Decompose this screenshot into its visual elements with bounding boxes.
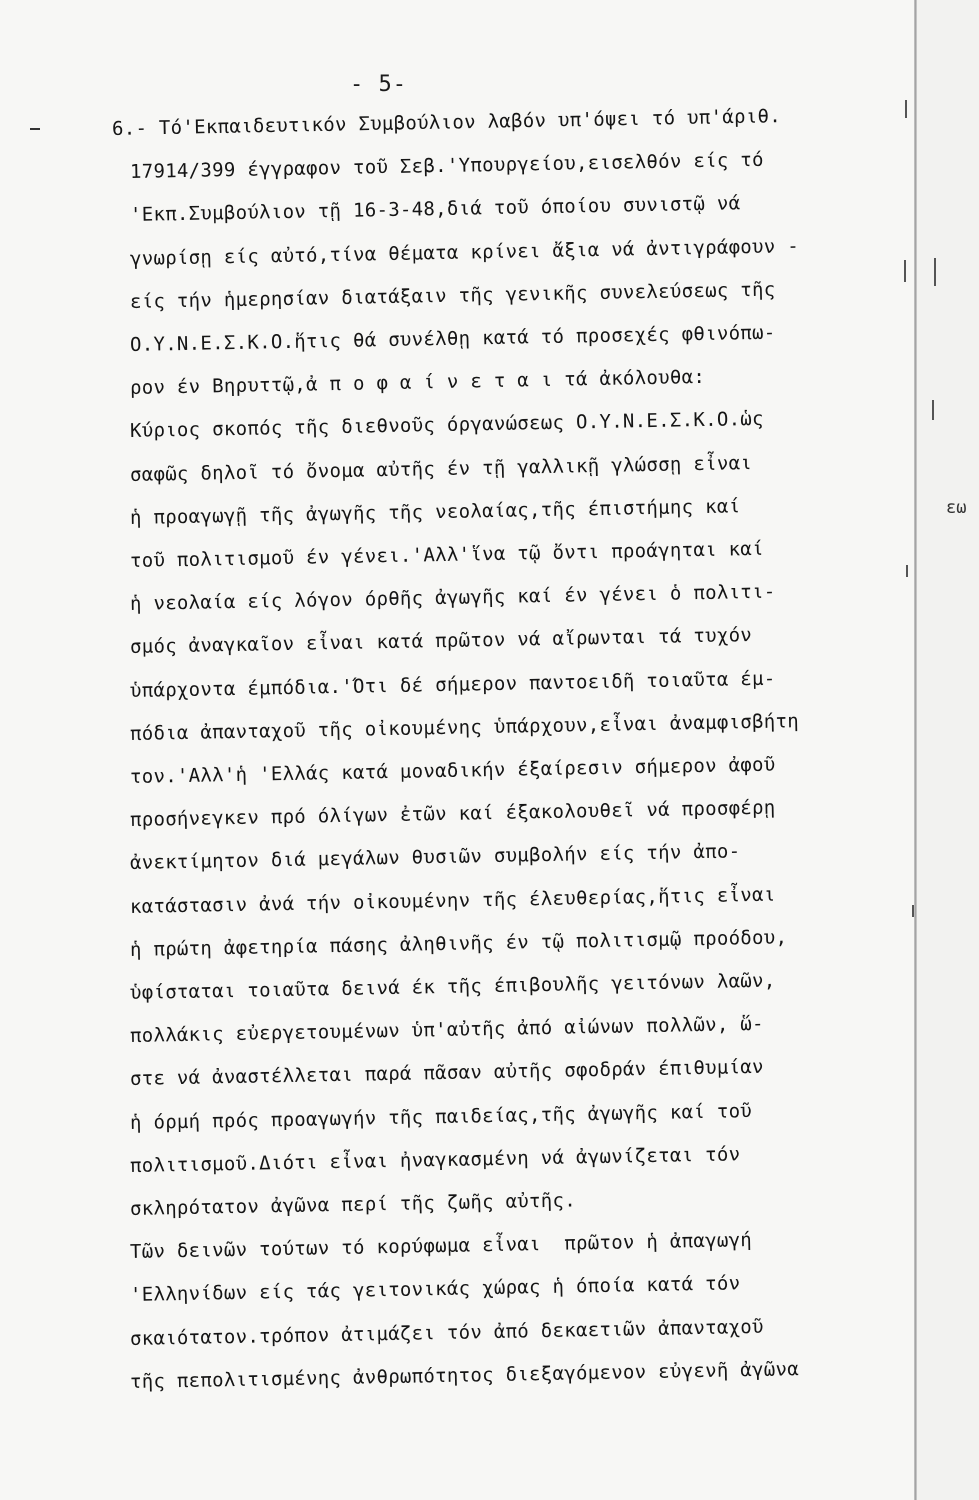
margin-dash xyxy=(30,128,40,130)
text-line: σμός ἀναγκαῖον εἶναι κατά πρῶτον νά αἴρωνται τά τυχόν xyxy=(129,624,753,659)
text-line: τον.'Αλλ'ἡ 'Ελλάς κατά μοναδικήν έξαίρεσιν σήμερον ἀφοῦ xyxy=(129,753,776,788)
text-line: τοῦ πολιτισμοῦ έν γένει.'Αλλ'ἵνα τῷ ὄντι προάγηται καί xyxy=(129,537,765,572)
scan-mark xyxy=(905,100,907,118)
text-line: πολλάκις εὐεργετουμένων ὑπ'αὐτῆς ἀπό αἰώνων πολλῶν, ὥ- xyxy=(129,1013,765,1048)
text-line: 'Ελληνίδων είς τάς γειτονικάς χώρας ἡ όποία κατά τόν xyxy=(129,1272,741,1307)
text-line: σκαιότατον.τρόπον ἀτιμάζει τόν ἀπό δεκαετιῶν ἀπανταχοῦ xyxy=(129,1315,765,1350)
margin-note: εω xyxy=(946,498,967,518)
scan-mark xyxy=(904,260,906,282)
text-line: 'Εκπ.Συμβούλιον τῇ 16-3-48,διά τοῦ όποίου συνιστῷ νά xyxy=(129,192,741,227)
text-line: ὑφίσταται τοιαῦτα δεινά έκ τῆς έπιβουλῆς γειτόνων λαῶν, xyxy=(129,969,776,1004)
text-line: πολιτισμοῦ.Διότι εἶναι ἠναγκασμένη νά ἀγωνίζεται τόν xyxy=(129,1143,741,1177)
scan-mark xyxy=(906,565,908,577)
scan-edge-line xyxy=(914,0,917,1500)
scan-mark xyxy=(932,400,934,420)
text-line: ρον έν Βηρυττῷ,ἀ π ο φ α ί ν ε τ α ι τά ἀκόλουθα: xyxy=(129,366,706,400)
text-line: προσήνεγκεν πρό όλίγων ἐτῶν καί έξακολουθεῖ νά προσφέρῃ xyxy=(129,796,776,832)
text-line: είς τήν ἡμερησίαν διατάξαιν τῆς γενικῆς συνελεύσεως τῆς xyxy=(129,278,776,313)
text-line: ἀνεκτίμητον διά μεγάλων θυσιῶν συμβολήν είς τήν ἀπο- xyxy=(129,840,741,875)
text-line: σαφῶς δηλοῖ τό ὄνομα αὐτῆς έν τῇ γαλλικῇ γλώσσῃ εἶναι xyxy=(129,451,753,486)
text-line: 6.- Τό'Εκπαιδευτικόν Συμβούλιον λαβόν υπ'όψει τό υπ'άριθ. xyxy=(111,105,782,140)
text-line: 17914/399 έγγραφον τοῦ Σεβ.'Υπουργείου,εισελθόν είς τό xyxy=(129,149,765,184)
text-line: γνωρίσῃ είς αὐτό,τίνα θέματα κρίνει ἄξια νά ἀντιγράφουν - xyxy=(129,234,800,270)
scan-mark xyxy=(934,258,936,286)
text-line: ἡ όρμή πρός προαγωγήν τῆς παιδείας,τῆς ἀγωγῆς καί τοῦ xyxy=(129,1099,753,1134)
text-line: σκληρότατον ἀγῶνα περί τῆς ζωῆς αὐτῆς. xyxy=(129,1189,577,1220)
text-line: τῆς πεπολιτισμένης ἀνθρωπότητος διεξαγόμενον εὐγενῆ ἀγῶνα xyxy=(129,1357,800,1393)
text-line: ὑπάρχοντα έμπόδια.'Ότι δέ σήμερον παντοειδῆ τοιαῦτα έμ- xyxy=(129,667,776,702)
text-line: Τῶν δεινῶν τούτων τό κορύφωμα εἶναι πρῶτον ἡ ἀπαγωγή xyxy=(129,1229,753,1264)
text-line: Ο.Υ.Ν.Ε.Σ.Κ.Ο.ἥτις θά συνέλθῃ κατά τό προσεχές φθινόπω- xyxy=(129,321,776,356)
text-line: Κύριος σκοπός τῆς διεθνοῦς όργανώσεως Ο.Υ.Ν.Ε.Σ.Κ.Ο.ὡς xyxy=(129,408,765,443)
text-line: πόδια ἀπανταχοῦ τῆς οἰκουμένης ὑπάρχουν,εἶναι ἀναμφισβήτη xyxy=(129,709,800,745)
text-line: ἡ προαγωγῇ τῆς ἀγωγῆς τῆς νεολαίας,τῆς έπιστήμης καί xyxy=(129,495,741,529)
scan-mark xyxy=(912,905,914,917)
scan-edge-strip xyxy=(917,0,979,1500)
page-number: - 5- xyxy=(350,72,407,97)
text-line: στε νά ἀναστέλλεται παρά πᾶσαν αὐτῆς σφοδράν έπιθυμίαν xyxy=(129,1056,765,1091)
text-line: ἡ πρώτη ἀφετηρία πάσης ἀληθινῆς έν τῷ πολιτισμῷ προόδου, xyxy=(129,926,788,961)
text-line: κατάστασιν ἀνά τήν οἰκουμένην τῆς έλευθερίας,ἥτις εἶναι xyxy=(129,883,776,918)
text-line: ἡ νεολαία είς λόγον όρθῆς ἀγωγῆς καί έν γένει ὁ πολιτι- xyxy=(129,580,776,616)
